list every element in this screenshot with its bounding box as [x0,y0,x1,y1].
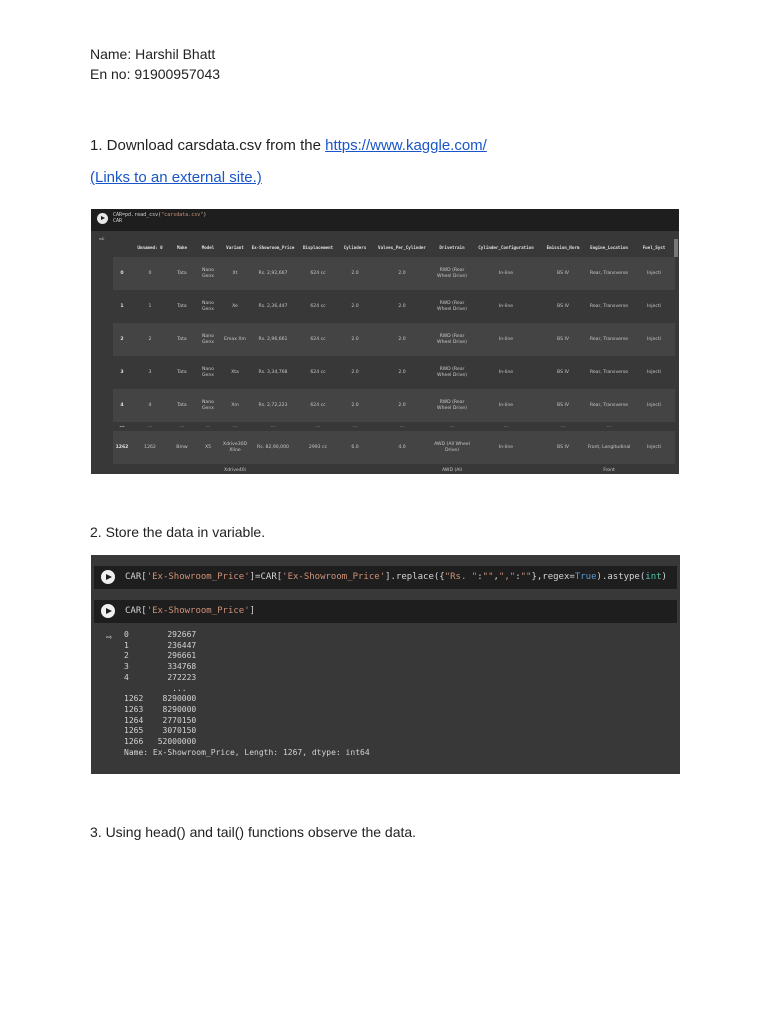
table-cell: Injecti [647,369,661,375]
table-cell: In-line [498,303,514,309]
external-site-link[interactable]: (Links to an external site.) [90,169,262,186]
table-cell: BS IV [557,303,569,309]
table-cell: Nano Genx [195,323,221,356]
table-cell [297,464,339,474]
row-index: 2 [113,323,131,356]
table-cell: Tata [169,389,195,422]
table-cell: AWD (All Wheel Drive) [433,431,471,464]
table-cell: RWD (Rear Wheel Drive) [433,323,471,356]
table-cell: BS IV [557,369,569,375]
table-cell: Injecti [647,303,661,309]
step2-instruction: 2. Store the data in variable. [90,524,266,540]
table-cell: 4.0 [371,431,433,464]
cell-output [124,630,370,758]
code-cell-replace [94,566,677,589]
output-line: 0 292667 [124,630,197,639]
table-cell [339,464,371,474]
table-cell: Tata [169,323,195,356]
row-index [113,464,131,474]
table-cell: ... [503,423,509,429]
table-cell: AWD (All [442,468,462,474]
table-row [113,323,675,356]
column-header: Fuel_Syst [642,244,666,250]
row-index: 4 [113,389,131,422]
output-line: 1266 52000000 [124,737,197,747]
code-screenshot [91,555,680,774]
table-cell [371,464,433,474]
table-cell: Injecti [633,257,675,290]
output-line: 1265 3070150 [124,726,197,736]
table-cell: Xt [221,257,249,290]
table-cell: ... [352,423,358,429]
table-cell: RWD (Rear Wheel Drive) [437,301,467,312]
table-cell: ... [232,423,238,429]
table-cell: Xe [232,303,238,309]
output-line: 1264 2770150 [124,715,197,725]
table-cell: Rs. 2,96,661 [249,323,297,356]
table-cell: In-line [471,431,541,464]
table-cell: 2993 cc [297,431,339,464]
table-cell: RWD (Rear Wheel Drive) [437,367,467,378]
table-cell: 2.0 [339,389,371,422]
row-index: 1262 [113,431,131,464]
column-header: Make [176,244,188,250]
table-cell: Rs. 2,36,447 [258,303,288,309]
table-cell: 624 cc [310,369,326,375]
code-cell-column [94,600,677,623]
step1-instruction [90,137,487,155]
table-cell: Injecti [633,389,675,422]
table-cell [195,464,221,474]
table-cell: 624 cc [297,257,339,290]
table-cell: 2.0 [371,389,433,422]
table-cell: 624 cc [310,303,326,309]
table-cell: Rs. 3,34,768 [258,369,288,375]
table-cell: ... [560,423,566,429]
row-index: 3 [120,369,124,375]
table-cell: 2.0 [351,303,359,309]
output-line: Name: Ex-Showroom_Price, Length: 1267, dtype: int64 [124,747,370,757]
table-cell: RWD (Rear Wheel Drive) [433,389,471,422]
column-header: Cylinder_Configuration [478,244,534,250]
table-row [113,257,675,290]
table-cell [131,464,169,474]
output-icon: ⇨ [99,235,105,243]
table-cell: Nano Genx [195,389,221,422]
table-cell: In-line [498,369,514,375]
kaggle-link[interactable]: https://www.kaggle.com/ [325,137,487,154]
table-cell: 6.0 [339,431,371,464]
table-row [113,389,675,422]
table-cell: Rear, Transverse [585,389,633,422]
table-cell: 2.0 [351,369,359,375]
output-line: 1263 8290000 [124,704,197,714]
table-row [113,356,675,389]
table-cell: BS IV [541,257,585,290]
run-cell-icon[interactable] [101,570,115,584]
output-line: 1262 8290000 [124,694,197,704]
table-cell: Rear, Transverse [585,257,633,290]
table-cell: Nano Genx [195,257,221,290]
table-cell: Tata [177,369,187,375]
table-cell [471,464,541,474]
table-cell: Injecti [633,431,675,464]
table-row [113,290,675,323]
step1-prefix: 1. Download carsdata.csv from the [90,137,326,154]
column-header: Emission_Norm [546,244,580,250]
column-header: Variant [226,244,244,250]
table-cell [541,464,585,474]
code-text: CAR['Ex-Showroom_Price'] [125,606,256,616]
table-cell: Rear, Transverse [589,303,629,309]
table-cell: ... [147,423,153,429]
table-cell: 3 [148,369,152,375]
table-cell: 0 [131,257,169,290]
column-header: Cylinders [343,244,367,250]
table-cell: 2.0 [398,303,406,309]
table-cell: BS IV [541,431,585,464]
table-cell: In-line [471,257,541,290]
table-cell: Tata [169,257,195,290]
table-cell: 624 cc [297,389,339,422]
table-cell: Front [603,468,615,474]
code-text: CAR=pd.read_csv("carsdata.csv") CAR [113,212,207,224]
table-cell: In-line [471,323,541,356]
table-cell: 2 [131,323,169,356]
table-row [113,464,675,474]
step3-instruction: 3. Using head() and tail() functions observe the data. [90,824,417,840]
row-index: ... [119,423,125,429]
code-text: CAR['Ex-Showroom_Price']=CAR['Ex-Showroom_Price'].replace({"Rs. ":"",",":""},regex=True).astype(int) [125,572,667,582]
run-cell-icon[interactable] [101,604,115,618]
table-cell: Xdrive40i [224,468,246,474]
column-header [113,237,131,257]
output-line: 1 236447 [124,640,197,650]
column-header: Model [201,244,215,250]
table-cell: X5 [195,431,221,464]
row-index: 1 [120,303,124,309]
table-cell: 2.0 [339,323,371,356]
table-cell: 2.0 [339,257,371,290]
table-cell: RWD (Rear Wheel Drive) [433,257,471,290]
table-cell: Front, Longitudinal [585,431,633,464]
table-cell [633,464,675,474]
table-cell: Nano Genx [201,367,215,378]
table-cell: Xta [231,369,239,375]
enrollment-number: En no: 91900957043 [90,66,221,82]
table-cell: Xdrive30D Xline [221,431,249,464]
table-cell: Rear, Transverse [585,323,633,356]
output-line: 3 334768 [124,662,197,672]
table-cell: 2.0 [371,323,433,356]
table-cell [249,464,297,474]
output-line: 4 272223 [124,672,197,682]
column-header: Ex-Showroom_Price [251,244,295,250]
table-cell: Xm [221,389,249,422]
table-cell: ... [315,423,321,429]
table-cell: ... [606,423,612,429]
column-header: Unnamed: 0 [137,244,163,250]
table-cell: Rear, Transverse [589,369,629,375]
table-cell: Rs. 82,90,000 [249,431,297,464]
table-cell: Tata [177,303,187,309]
column-header: Valves_Per_Cylinder [378,244,426,250]
table-cell: Rs. 2,72,223 [249,389,297,422]
table-cell: ... [449,423,455,429]
table-cell: 4 [131,389,169,422]
table-cell: ... [399,423,405,429]
table-cell: 2.0 [371,257,433,290]
output-icon: ⇨ [106,632,113,643]
run-cell-icon[interactable] [97,213,108,224]
table-cell: ... [205,423,211,429]
table-cell [169,464,195,474]
table-cell: Nano Genx [201,301,215,312]
table-cell: Rs. 2,92,667 [249,257,297,290]
dataframe-table [113,237,675,474]
column-header: Engine_Location [590,244,628,250]
table-cell: ... [179,423,185,429]
output-line: ... [124,683,187,693]
table-cell: BS IV [541,323,585,356]
column-header: Drivetrain [439,244,465,250]
column-header: Displacement [302,244,334,250]
table-row [113,422,675,431]
table-row [113,431,675,464]
table-cell: 1262 [131,431,169,464]
output-line: 2 296661 [124,651,197,661]
table-cell: 2.0 [398,369,406,375]
row-index: 0 [113,257,131,290]
dataframe-screenshot [91,209,679,474]
table-cell: Bmw [169,431,195,464]
table-cell: Injecti [633,323,675,356]
table-cell: 1 [148,303,152,309]
table-cell: In-line [471,389,541,422]
table-cell: ... [270,423,276,429]
table-cell: BS IV [541,389,585,422]
table-cell: 624 cc [297,323,339,356]
student-name: Name: Harshil Bhatt [90,46,216,62]
code-cell [91,209,679,231]
table-cell [633,422,675,431]
table-cell: Emax Xm [221,323,249,356]
